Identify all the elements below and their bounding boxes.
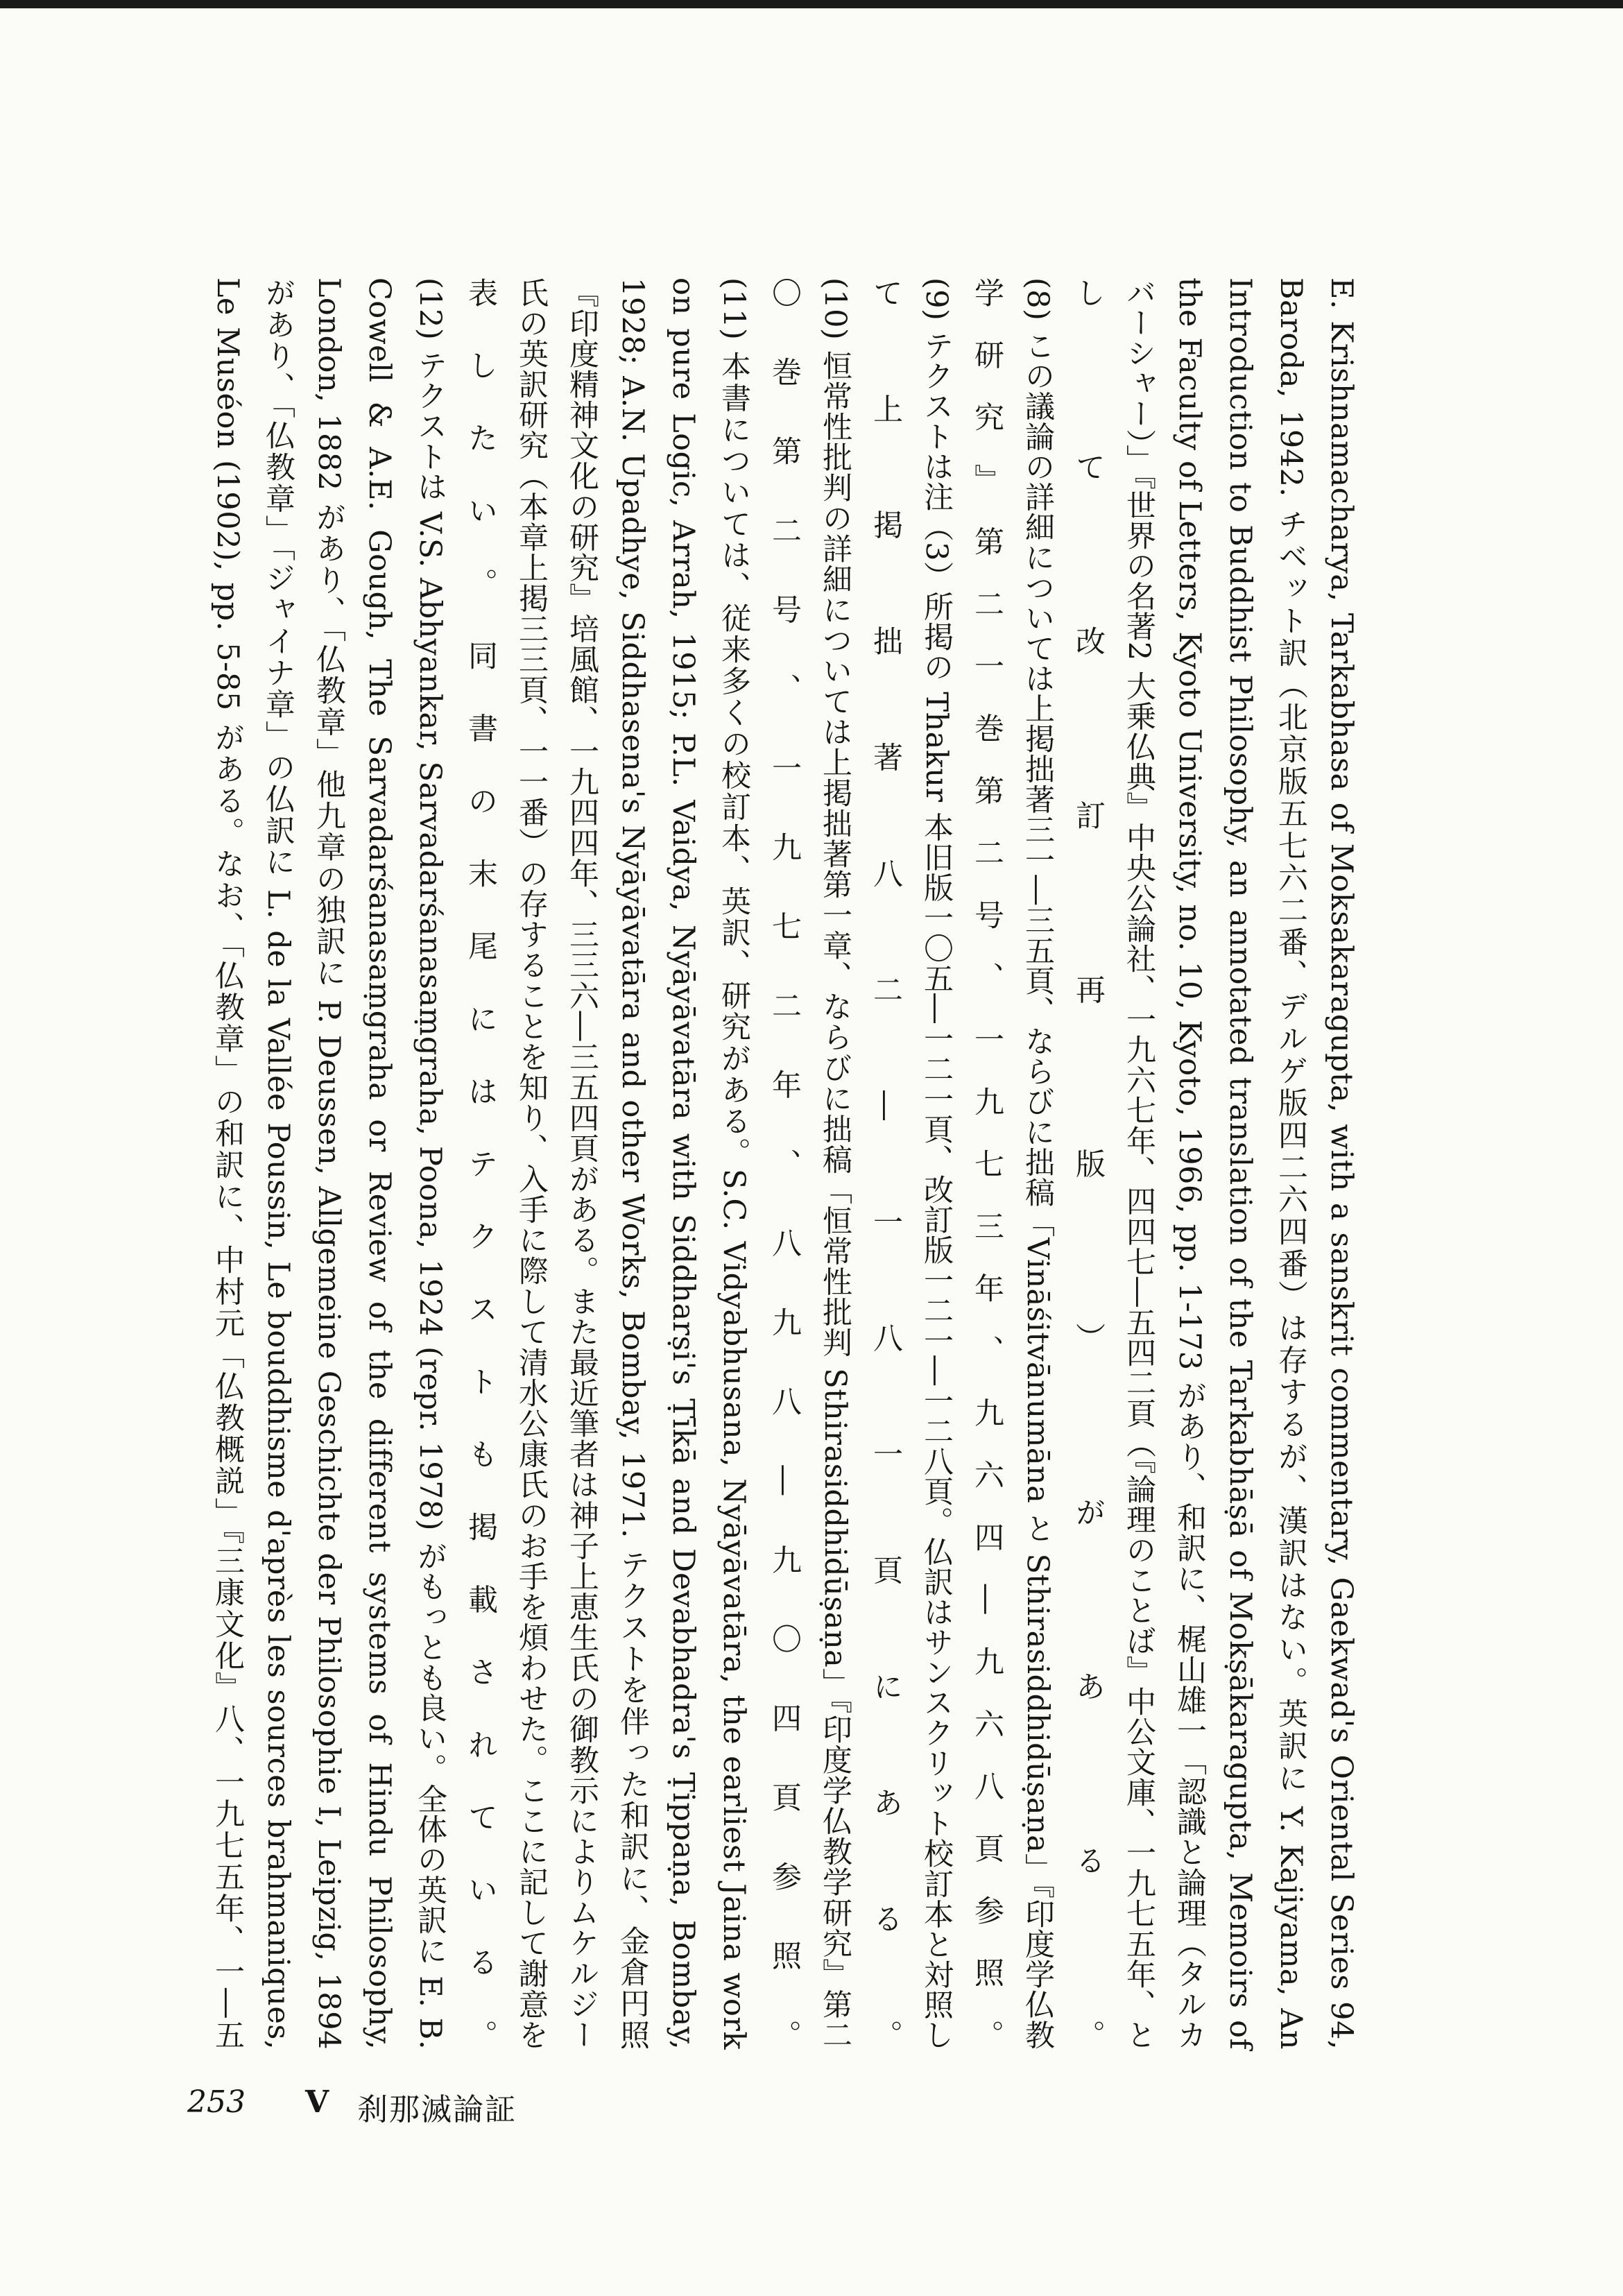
note-number: (10)	[818, 277, 852, 341]
note-12	[202, 277, 455, 2050]
note-8	[961, 277, 1063, 2050]
note-text: E. Krishnamacharya, Tarkabhasa of Moksakaragupta, with a sanskrit commentary, Gaekwad's Oriental Series 94, Baroda, 1942. チベット訳（北京版五七六二番、デルゲ版四二六四番）は存するが、漢訳はない。英訳に Y. Kajiyama, An Introduction to Buddhist Philosophy, an annotated translation of the Tarkabhāṣā of Mokṣākaragupta, Memoirs of the Faculty of Letters, Kyoto University, no. 10, Kyoto, 1966, pp. 1-173 があり、和訳に、梶山雄一「認識と論理（タルカバーシャー）」『世界の名著2 大乗仏典』中央公論社、一九六七年、四四七―五四二頁（『論理のことば』中公文庫、一九七五年、として改訂再版）がある。	[1071, 277, 1359, 2050]
note-continuation	[1063, 277, 1366, 2050]
chapter-title: 刹那滅論証	[357, 2092, 517, 2127]
note-number: (12)	[413, 277, 447, 341]
note-text: テクストは注（3）所掲の Thakur 本旧版一〇五―一二一頁、改訂版一二一―一二八頁。仏訳はサンスクリット校訂本と対照して上掲拙著八二―一八一頁にある。	[868, 277, 954, 2050]
note-text: 本書については、従来多くの校訂本、英訳、研究がある。S.C. Vidyabhusana, Nyāyāvatāra, the earliest Jaina work on pure Logic, Arrah, 1915; P.L. Vaidya, Nyāyāvatāra with Siddharṣi's Ṭīkā and Devabhadra's Ṭippaṇa, Bombay, 1928; A.N. Upadhye, Siddhasena's Nyāyāvatāra and other Works, Bombay, 1971. テクストを伴った和訳に、金倉円照『印度精神文化の研究』培風館、一九四四年、三三六―三五四頁がある。また最近筆者は神子上恵生氏の御教示によりムケルジー氏の英訳研究（本章上掲三三頁、一一番）の存することを知り、入手に際して清水公康氏のお手を煩わせた。ここに記して謝意を表したい。同書の末尾にはテクストも掲載されている。	[463, 277, 751, 2050]
footnotes-body	[149, 277, 1366, 2050]
note-text: テクストは V.S. Abhyankar, Sarvadarśanasaṃgraha, Poona, 1924 (repr. 1978) がもっとも良い。全体の英訳に E. B. Cowell & A.E. Gough, The Sarvadarśanasaṃgraha or Review of the different systems of Hindu Philosophy, London, 1882 があり、「仏教章」他九章の独訳に P. Deussen, Allgemeine Geschichte der Philosophie I, Leipzig, 1894 があり、「仏教章」「ジャイナ章」の仏訳に L. de la Vallée Poussin, Le bouddhisme d'après les sources brahmaniques, Le Muséon (1902), pp. 5-85 がある。なお、「仏教章」の和訳に、中村元「仏教概説」『三康文化』八、一九七五年、一―五	[210, 277, 447, 2050]
note-text: この議論の詳細については上掲拙著三一―三五頁、ならびに拙稿「Vināśitvānumāna と Sthirasiddhidūṣaṇa」『印度学仏教学研究』第二一巻第二号、一九七三年、九六四―九六八頁参照。	[970, 277, 1055, 2050]
note-10	[759, 277, 860, 2050]
note-number: (9)	[919, 277, 954, 321]
note-9	[860, 277, 961, 2050]
chapter-number: V	[305, 2084, 329, 2120]
note-number: (8)	[1020, 277, 1055, 321]
note-text: 恒常性批判の詳細については上掲拙著第一章、ならびに拙稿「恒常性批判 Sthirasiddhidūṣaṇa」『印度学仏教学研究』第二〇巻第二号、一九七二年、八九八―九〇四頁参照。	[767, 277, 852, 2050]
page-number: 253	[187, 2084, 246, 2120]
note-11	[455, 277, 759, 2050]
note-number: (11)	[716, 277, 751, 341]
top-border-rule	[0, 0, 1623, 8]
